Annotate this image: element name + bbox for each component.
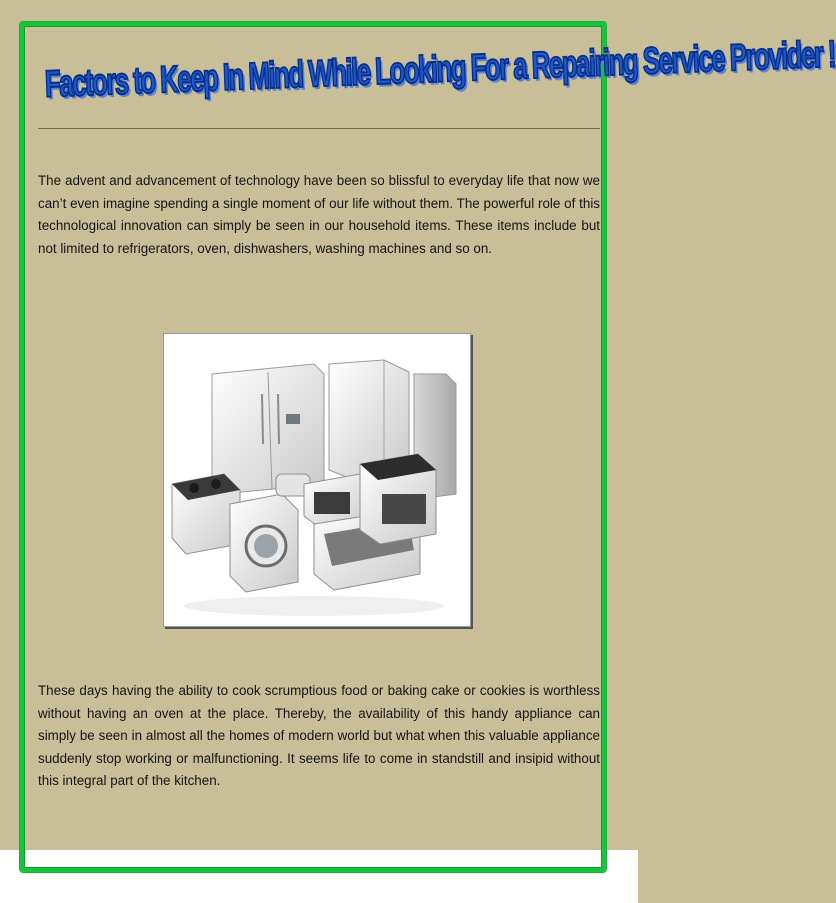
title-banner	[38, 31, 836, 120]
oven-icon	[360, 454, 436, 544]
washing-machine-icon	[230, 494, 298, 592]
oven-paragraph: These days having the ability to cook scrumptious food or baking cake or cookies is worthless without having an oven at the place. Thereby, the availability of this handy appliance can simply be seen in almost all the homes of modern world but what when this valuable appliance suddenly stop working or malfunctioning. It seems life to come in standstill and insipid without this integral part of the kitchen.	[38, 683, 600, 788]
appliances-photo	[163, 333, 471, 627]
intro-paragraph: The advent and advancement of technology have been so blissful to everyday life that now we can’t even imagine spending a single moment of our life without them. The powerful role of this technological innovation can simply be seen in our household items. These items include but not limited to refrigerators, oven, dishwashers, washing machines and so on.	[38, 173, 600, 256]
title-divider	[38, 128, 600, 129]
page-title: Factors to Keep In Mind While Looking For a Repairing Service Provider !	[44, 31, 836, 106]
